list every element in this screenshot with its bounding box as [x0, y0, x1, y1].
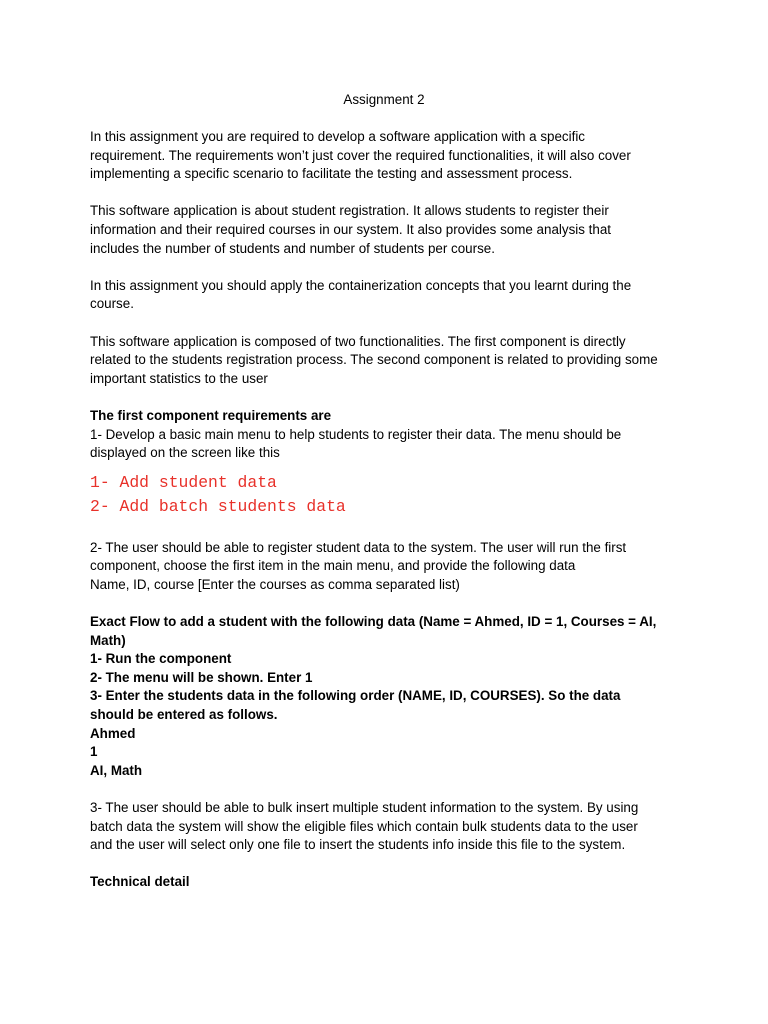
document-body	[90, 128, 690, 892]
requirement-line: batch data the system will show the eligible files which contain bulk students data to the user	[90, 818, 638, 834]
main-menu-example	[90, 471, 690, 519]
flow-line: 1	[90, 744, 98, 760]
requirement-line: 2- The user should be able to register student data to the system. The user will run the first	[90, 539, 627, 555]
intro-line: implementing a specific scenario to facilitate the testing and assessment process.	[90, 166, 573, 182]
about-paragraph	[90, 202, 690, 258]
requirement-2-paragraph	[90, 539, 690, 595]
flow-line: 3- Enter the students data in the following order (NAME, ID, COURSES). So the data	[90, 688, 621, 704]
containerization-line: In this assignment you should apply the containerization concepts that you learnt during the	[90, 277, 632, 293]
menu-item-add-batch: 2- Add batch students data	[90, 496, 346, 516]
exact-flow-section	[90, 613, 690, 780]
flow-line: AI, Math	[90, 762, 143, 778]
intro-line: requirement. The requirements won’t just cover the required functionalities, it will also cover	[90, 147, 631, 163]
flow-line: 2- The menu will be shown. Enter 1	[90, 669, 313, 685]
flow-line: Ahmed	[90, 725, 136, 741]
requirement-line: and the user will select only one file to insert the students info inside this file to the system.	[90, 837, 626, 853]
containerization-line: course.	[90, 296, 134, 312]
about-line: This software application is about student registration. It allows students to register their	[90, 203, 609, 219]
components-paragraph	[90, 333, 690, 389]
requirement-line: 1- Develop a basic main menu to help students to register their data. The menu should be	[90, 426, 622, 442]
intro-paragraph	[90, 128, 690, 184]
section-heading: The first component requirements are	[90, 407, 332, 423]
technical-detail-heading	[90, 873, 690, 892]
flow-line: should be entered as follows.	[90, 707, 278, 723]
requirement-line: 3- The user should be able to bulk insert multiple student information to the system. By using	[90, 800, 639, 815]
page-title: Assignment 2	[343, 92, 425, 107]
flow-line: Math)	[90, 632, 126, 648]
requirement-3-paragraph	[90, 799, 690, 855]
menu-item-add-student: 1- Add student data	[90, 472, 277, 492]
components-line: important statistics to the user	[90, 370, 268, 386]
about-line: information and their required courses in our system. It also provides some analysis that	[90, 221, 611, 237]
about-line: includes the number of students and number of students per course.	[90, 240, 495, 256]
first-component-section	[90, 407, 690, 463]
flow-line: 1- Run the component	[90, 651, 232, 667]
requirement-line: displayed on the screen like this	[90, 445, 280, 461]
intro-line: In this assignment you are required to develop a software application with a specific	[90, 129, 585, 144]
requirement-line: Name, ID, course [Enter the courses as comma separated list)	[90, 576, 460, 592]
flow-line: Exact Flow to add a student with the following data (Name = Ahmed, ID = 1, Courses = AI,	[90, 614, 657, 630]
requirement-line: component, choose the first item in the main menu, and provide the following data	[90, 558, 576, 574]
components-line: related to the students registration process. The second component is related to providing some	[90, 352, 658, 368]
section-heading: Technical detail	[90, 874, 190, 890]
containerization-paragraph	[90, 277, 690, 314]
components-line: This software application is composed of two functionalities. The first component is directly	[90, 333, 626, 349]
